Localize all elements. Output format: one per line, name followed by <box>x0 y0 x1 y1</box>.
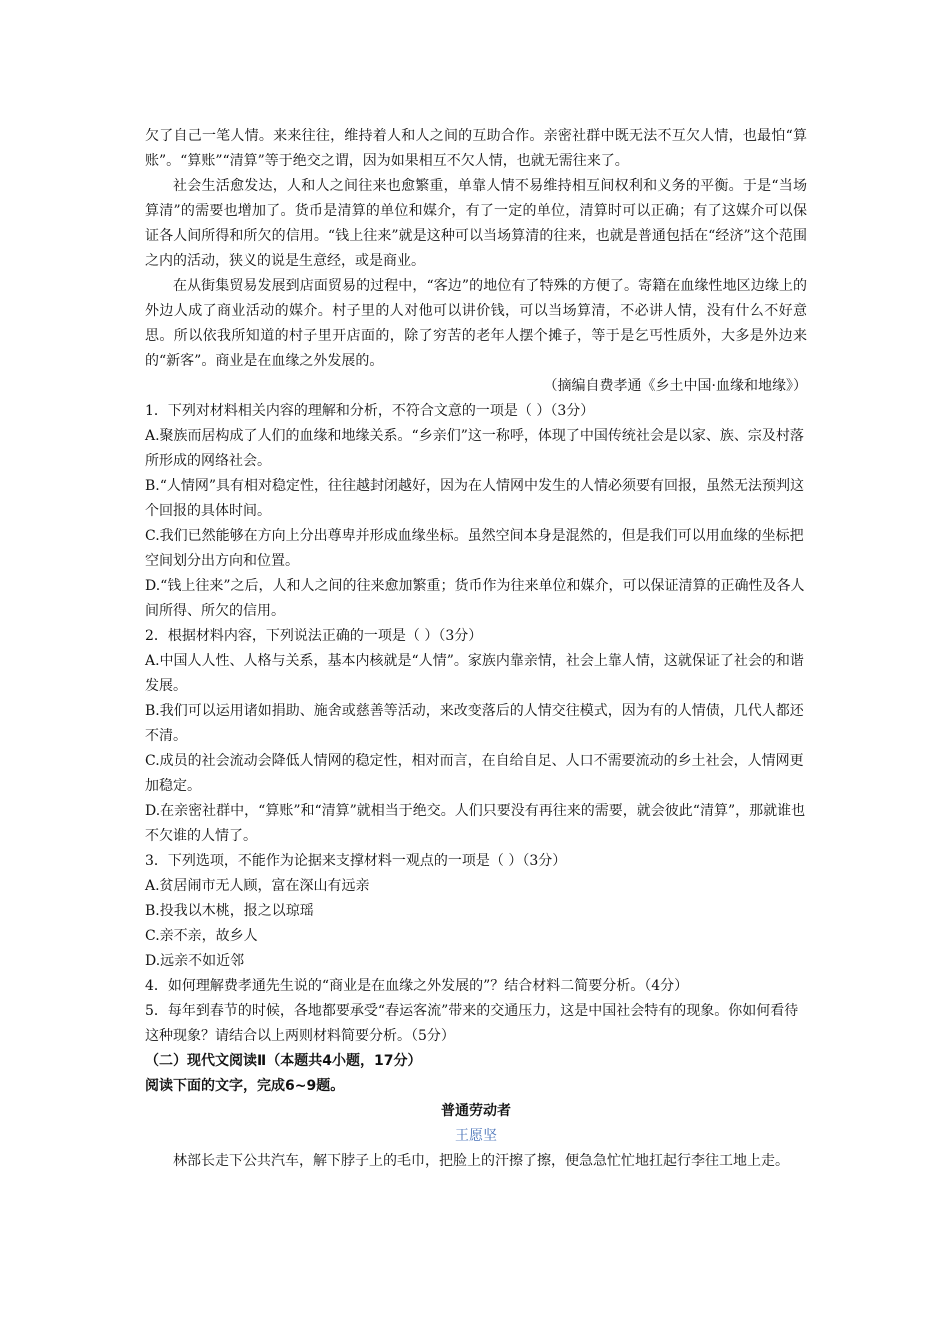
section-instruction: 阅读下面的文字，完成6~9题。 <box>145 1078 345 1094</box>
question-2-option-b: B.我们可以运用诸如捐助、施舍或慈善等活动，来改变落后的人情交往模式，因为有的人情债，几代人都还不清。 <box>145 703 804 744</box>
question-1-option-a: A.聚族而居构成了人们的血缘和地缘关系。“乡亲们”这一称呼，体现了中国传统社会是以家、族、宗及村落所形成的网络社会。 <box>145 428 804 469</box>
question-3 <box>145 849 807 974</box>
question-1-stem: 1．下列对材料相关内容的理解和分析，不符合文意的一项是（ ）（3分） <box>145 403 595 419</box>
question-4: 4．如何理解费孝通先生说的“商业是在血缘之外发展的”？结合材料二简要分析。（4分） <box>145 978 689 994</box>
question-3-option-b: B.投我以木桃，报之以琼瑶 <box>145 903 314 919</box>
story-opening-paragraph: 林部长走下公共汽车，解下脖子上的毛巾，把脸上的汗擦了擦，便急急忙忙地扛起行李往工地上走。 <box>173 1153 789 1169</box>
story-title: 普通劳动者 <box>441 1103 511 1119</box>
question-1-option-b: B.“人情网”具有相对稳定性，往往越封闭越好，因为在人情网中发生的人情必须要有回报，虽然无法预判这个回报的具体时间。 <box>145 478 805 519</box>
question-3-stem: 3．下列选项，不能作为论据来支撑材料一观点的一项是（ ）（3分） <box>145 853 567 869</box>
question-1-option-d: D.“钱上往来”之后，人和人之间的往来愈加繁重；货币作为往来单位和媒介，可以保证清算的正确性及各人间所得、所欠的信用。 <box>145 578 805 619</box>
passage-paragraph-2: 社会生活愈发达，人和人之间往来也愈繁重，单靠人情不易维持相互间权利和义务的平衡。于是“当场算清”的需要也增加了。货币是清算的单位和媒介，有了一定的单位，清算时可以正确；有了这媒介可以保证各人间所得和所欠的信用。“钱上往来”就是这种可以当场算清的往来，也就是普通包括在“经济”这个范围之内的活动，狭义的说是生意经，或是商业。 <box>145 178 807 269</box>
question-2-option-d: D.在亲密社群中，“算账”和“清算”就相当于绝交。人们只要没有再往来的需要，就会彼此“清算”，那就谁也不欠谁的人情了。 <box>145 803 806 844</box>
question-2-option-a: A.中国人人性、人格与关系，基本内核就是“人情”。家族内靠亲情，社会上靠人情，这就保证了社会的和谐发展。 <box>145 653 804 694</box>
passage-paragraph-3: 在从街集贸易发展到店面贸易的过程中，“客边”的地位有了特殊的方便了。寄籍在血缘性地区边缘上的外边人成了商业活动的媒介。村子里的人对他可以讲价钱，可以当场算清，不必讲人情，没有什么不好意思。所以依我所知道的村子里开店面的，除了穷苦的老年人摆个摊子，等于是乞丐性质外，大多是外边来的“新客”。商业是在血缘之外发展的。 <box>145 278 807 369</box>
page-content <box>145 124 807 1174</box>
passage-source: （摘编自费孝通《乡土中国·血缘和地缘》） <box>543 378 807 394</box>
question-2-stem: 2．根据材料内容，下列说法正确的一项是（ ）（3分） <box>145 628 483 644</box>
question-2 <box>145 624 807 849</box>
question-3-option-a: A.贫居闹市无人顾，富在深山有远亲 <box>145 878 370 894</box>
question-1 <box>145 399 807 624</box>
question-5: 5．每年到春节的时候，各地都要承受“春运客流”带来的交通压力，这是中国社会特有的现象。你如何看待这种现象？请结合以上两则材料简要分析。（5分） <box>145 1003 799 1044</box>
question-1-option-c: C.我们已然能够在方向上分出尊卑并形成血缘坐标。虽然空间本身是混然的，但是我们可以用血缘的坐标把空间划分出方向和位置。 <box>145 528 804 569</box>
section-heading: （二）现代文阅读Ⅱ（本题共4小题，17分） <box>145 1053 422 1069</box>
question-3-option-d: D.远亲不如近邻 <box>145 953 245 969</box>
question-2-option-c: C.成员的社会流动会降低人情网的稳定性，相对而言，在自给自足、人口不需要流动的乡土社会，人情网更加稳定。 <box>145 753 804 794</box>
passage-paragraph-1: 欠了自己一笔人情。来来往往，维持着人和人之间的互助合作。亲密社群中既无法不互欠人情，也最怕“算账”。“算账”“清算”等于绝交之谓，因为如果相互不欠人情，也就无需往来了。 <box>145 128 807 169</box>
story-author: 王愿坚 <box>455 1128 497 1144</box>
question-3-option-c: C.亲不亲，故乡人 <box>145 928 258 944</box>
